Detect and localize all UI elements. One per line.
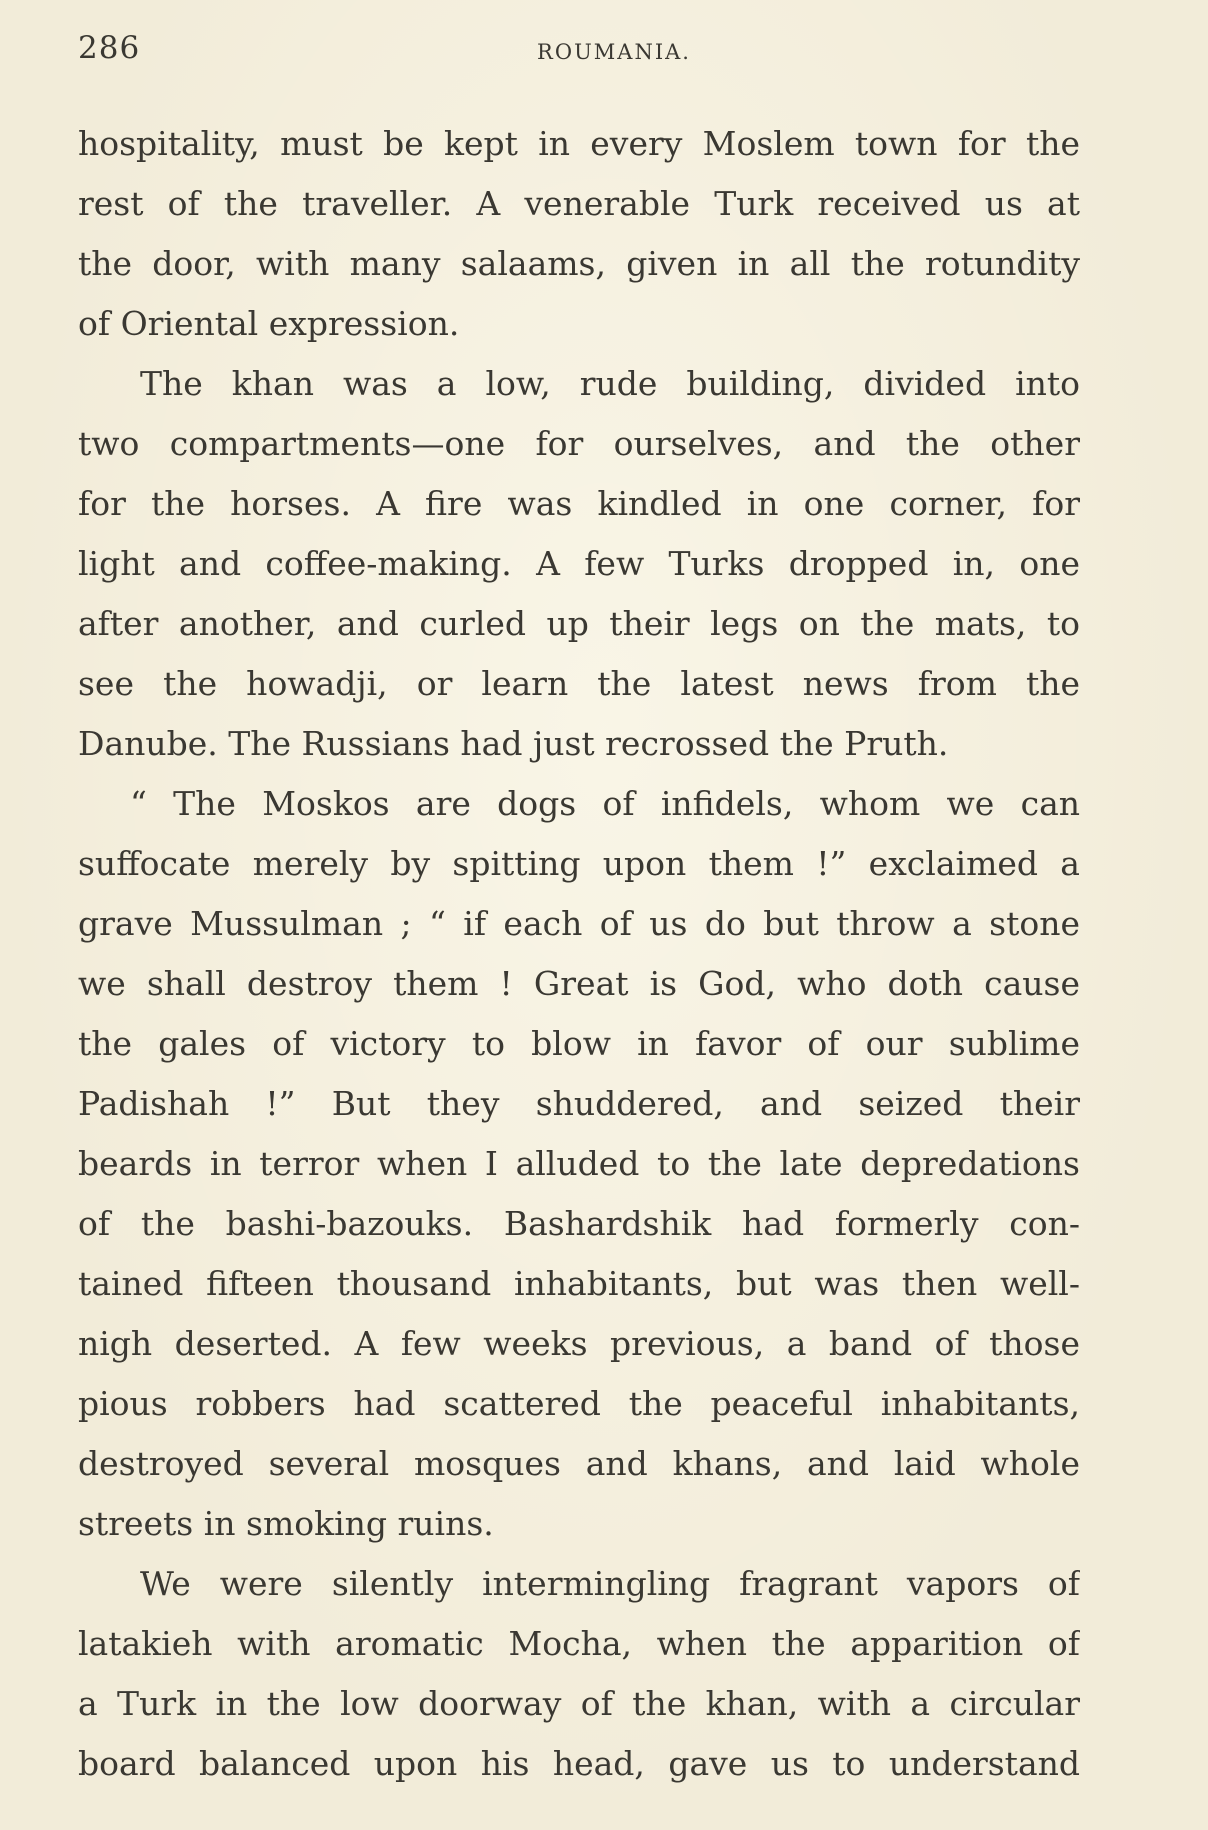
- text-line: two compartments—one for ourselves, and the other: [78, 424, 1080, 463]
- text-line: rest of the traveller. A venerable Turk received us at: [78, 184, 1080, 223]
- text-line: suffocate merely by spitting upon them !” exclaimed a: [78, 844, 1080, 883]
- text-line: see the howadji, or learn the latest news from the: [78, 664, 1080, 703]
- text-line: Danube. The Russians had just recrossed the Pruth.: [78, 724, 949, 763]
- running-head: ROUMANIA.: [537, 40, 691, 64]
- text-line: a Turk in the low doorway of the khan, with a circular: [78, 1684, 1080, 1723]
- text-line: for the horses. A fire was kindled in one corner, for: [78, 484, 1080, 523]
- text-line: destroyed several mosques and khans, and laid whole: [78, 1444, 1080, 1483]
- text-line: we shall destroy them ! Great is God, who doth cause: [78, 964, 1080, 1003]
- text-line: of the bashi-bazouks. Bashardshik had formerly con-: [78, 1204, 1080, 1243]
- text-line: the door, with many salaams, given in all the rotundity: [78, 244, 1080, 283]
- text-line: after another, and curled up their legs on the mats, to: [78, 604, 1080, 643]
- text-line: We were silently intermingling fragrant vapors of: [140, 1564, 1080, 1603]
- text-line: Padishah !” But they shuddered, and seized their: [78, 1084, 1080, 1123]
- text-line: board balanced upon his head, gave us to understand: [78, 1744, 1080, 1783]
- page-header: [78, 30, 1080, 80]
- text-line: of Oriental expression.: [78, 304, 460, 343]
- body-text: [78, 114, 1080, 1794]
- text-line: tained fifteen thousand inhabitants, but was then well-: [78, 1264, 1080, 1303]
- text-line: pious robbers had scattered the peaceful inhabitants,: [78, 1384, 1080, 1423]
- text-line: “ The Moskos are dogs of infidels, whom we can: [130, 784, 1080, 823]
- page-number: 286: [78, 30, 141, 66]
- text-line: beards in terror when I alluded to the late depredations: [78, 1144, 1080, 1183]
- text-line: The khan was a low, rude building, divided into: [140, 364, 1080, 403]
- text-line: nigh deserted. A few weeks previous, a band of those: [78, 1324, 1080, 1363]
- text-line: latakieh with aromatic Mocha, when the apparition of: [78, 1624, 1080, 1663]
- text-line: grave Mussulman ; “ if each of us do but throw a stone: [78, 904, 1080, 943]
- text-line: hospitality, must be kept in every Moslem town for the: [78, 124, 1080, 163]
- text-line: the gales of victory to blow in favor of our sublime: [78, 1024, 1080, 1063]
- text-line: light and coffee-making. A few Turks dropped in, one: [78, 544, 1080, 583]
- text-line: streets in smoking ruins.: [78, 1504, 494, 1543]
